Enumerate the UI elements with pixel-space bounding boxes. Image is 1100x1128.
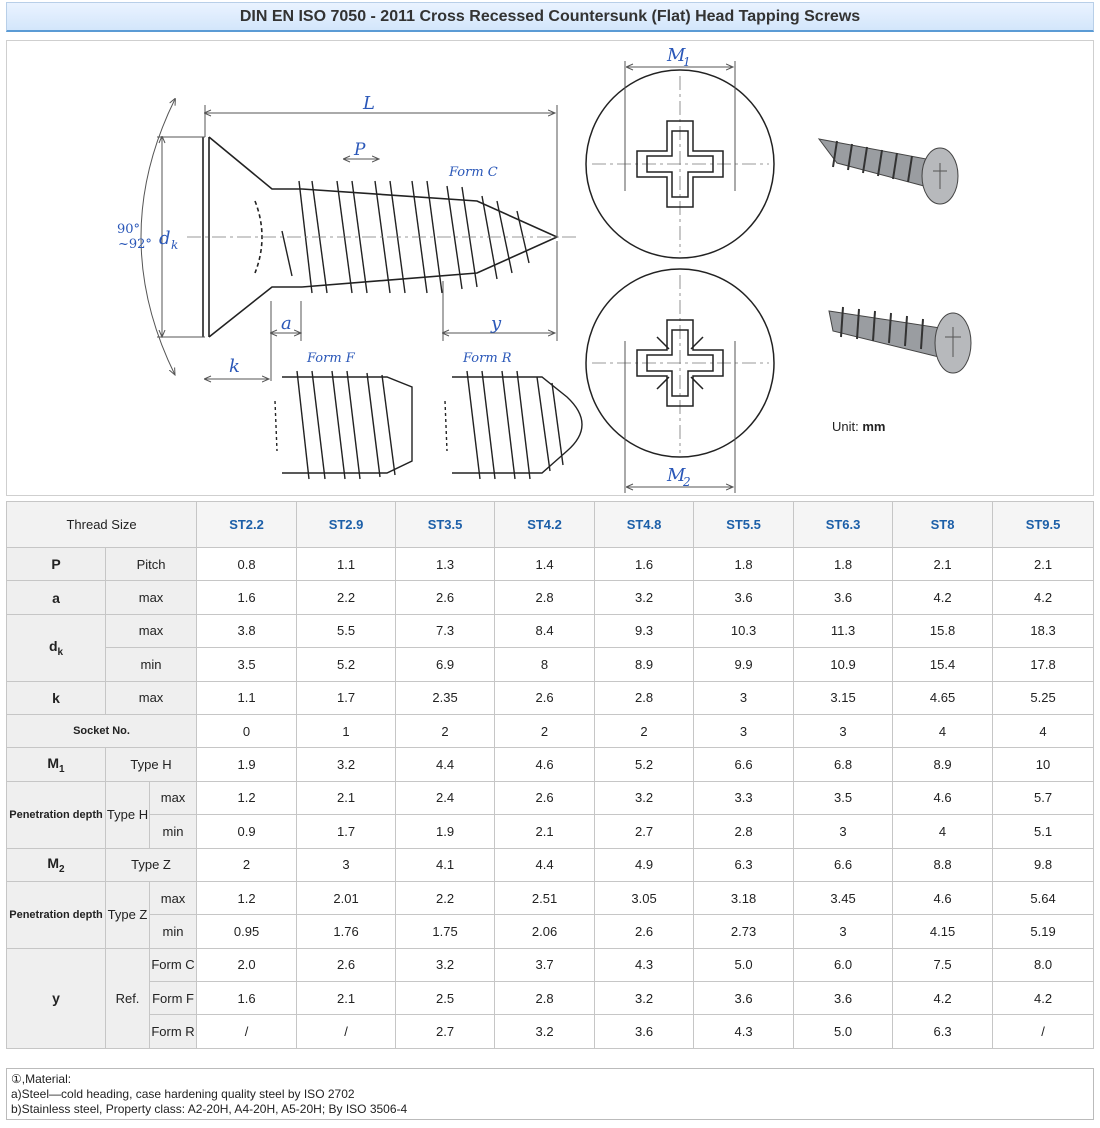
table-row bbox=[7, 581, 1094, 614]
table-cell: 3.2 bbox=[297, 748, 396, 781]
label-angle-1: 90° bbox=[117, 222, 141, 237]
table-cell: 1.75 bbox=[396, 915, 495, 948]
table-cell: 4.2 bbox=[893, 982, 993, 1015]
table-cell: 2.5 bbox=[396, 982, 495, 1015]
label-form-c: Form C bbox=[449, 165, 498, 180]
table-cell: 3 bbox=[794, 915, 893, 948]
table-cell: 7.3 bbox=[396, 614, 495, 647]
table-cell: 2.35 bbox=[396, 681, 495, 714]
row-label: Type Z bbox=[106, 848, 197, 881]
size-header: ST3.5 bbox=[396, 502, 495, 548]
label-p: P bbox=[354, 140, 366, 160]
table-row bbox=[7, 948, 1094, 981]
table-cell: 2.2 bbox=[396, 881, 495, 914]
table-cell: 4.6 bbox=[893, 781, 993, 814]
table-cell: 5.0 bbox=[794, 1015, 893, 1048]
row-symbol: P bbox=[7, 548, 106, 581]
table-cell: 6.3 bbox=[893, 1015, 993, 1048]
table-cell: 1.7 bbox=[297, 815, 396, 848]
table-cell: 1 bbox=[297, 714, 396, 747]
row-symbol: $M_1$ bbox=[7, 748, 106, 781]
table-cell: / bbox=[993, 1015, 1094, 1048]
size-header: ST4.8 bbox=[595, 502, 694, 548]
table-cell: 0.95 bbox=[197, 915, 297, 948]
table-cell: 2.1 bbox=[297, 982, 396, 1015]
table-cell: 1.7 bbox=[297, 681, 396, 714]
table-cell: 1.8 bbox=[794, 548, 893, 581]
size-header: ST5.5 bbox=[694, 502, 794, 548]
table-cell: 17.8 bbox=[993, 648, 1094, 681]
size-header: ST2.2 bbox=[197, 502, 297, 548]
row-label: Form F bbox=[150, 982, 197, 1015]
specification-table bbox=[6, 501, 1094, 1049]
table-row bbox=[7, 915, 1094, 948]
table-cell: 3.45 bbox=[794, 881, 893, 914]
table-cell: 3.5 bbox=[794, 781, 893, 814]
screw-photo-bottom bbox=[829, 307, 971, 373]
row-label: min bbox=[150, 815, 197, 848]
table-cell: 3.6 bbox=[794, 581, 893, 614]
table-cell: 5.2 bbox=[297, 648, 396, 681]
table-cell: 6.0 bbox=[794, 948, 893, 981]
table-row bbox=[7, 714, 1094, 747]
size-header: ST4.2 bbox=[495, 502, 595, 548]
table-cell: 8.8 bbox=[893, 848, 993, 881]
table-cell: 3.6 bbox=[694, 982, 794, 1015]
table-cell: 2.4 bbox=[396, 781, 495, 814]
table-cell: 5.0 bbox=[694, 948, 794, 981]
table-cell: 3.6 bbox=[595, 1015, 694, 1048]
table-cell: 5.19 bbox=[993, 915, 1094, 948]
row-label: Form R bbox=[150, 1015, 197, 1048]
label-dk-sub: k bbox=[171, 238, 179, 252]
table-cell: 3.5 bbox=[197, 648, 297, 681]
table-cell: 1.8 bbox=[694, 548, 794, 581]
row-type-label: Type Z bbox=[106, 881, 150, 948]
screw-drawing bbox=[7, 41, 1093, 495]
page-title: DIN EN ISO 7050 - 2011 Cross Recessed Countersunk (Flat) Head Tapping Screws bbox=[6, 2, 1094, 32]
table-cell: 3.2 bbox=[595, 982, 694, 1015]
table-cell: 5.25 bbox=[993, 681, 1094, 714]
table-cell: 4.15 bbox=[893, 915, 993, 948]
table-cell: 6.6 bbox=[794, 848, 893, 881]
table-cell: 10 bbox=[993, 748, 1094, 781]
table-cell: 3.2 bbox=[396, 948, 495, 981]
table-cell: 1.1 bbox=[197, 681, 297, 714]
table-cell: 2 bbox=[197, 848, 297, 881]
table-cell: 2.0 bbox=[197, 948, 297, 981]
table-cell: 5.64 bbox=[993, 881, 1094, 914]
note-line: b)Stainless steel, Property class: A2-20H, A4-20H, A5-20H; By ISO 3506-4 bbox=[11, 1102, 408, 1116]
label-k: k bbox=[229, 356, 240, 377]
note-line: a)Steel—cold heading, case hardening quality steel by ISO 2702 bbox=[11, 1087, 355, 1101]
table-row bbox=[7, 881, 1094, 914]
table-row bbox=[7, 548, 1094, 581]
table-cell: 0 bbox=[197, 714, 297, 747]
table-cell: 6.8 bbox=[794, 748, 893, 781]
table-row bbox=[7, 848, 1094, 881]
table-cell: 3.15 bbox=[794, 681, 893, 714]
thread-size-header: Thread Size bbox=[7, 502, 197, 548]
table-cell: 2.51 bbox=[495, 881, 595, 914]
table-cell: 2.7 bbox=[396, 1015, 495, 1048]
head-view-type-h bbox=[586, 70, 774, 258]
row-symbol: $M_2$ bbox=[7, 848, 106, 881]
table-cell: 3.18 bbox=[694, 881, 794, 914]
table-cell: 2.1 bbox=[993, 548, 1094, 581]
table-cell: 2 bbox=[396, 714, 495, 747]
table-cell: 2.1 bbox=[893, 548, 993, 581]
table-row bbox=[7, 614, 1094, 647]
table-cell: 9.8 bbox=[993, 848, 1094, 881]
size-header: ST2.9 bbox=[297, 502, 396, 548]
table-cell: 4.65 bbox=[893, 681, 993, 714]
table-cell: 8.4 bbox=[495, 614, 595, 647]
table-cell: 3.8 bbox=[197, 614, 297, 647]
table-cell: 4 bbox=[993, 714, 1094, 747]
table-row bbox=[7, 815, 1094, 848]
table-cell: 4.6 bbox=[495, 748, 595, 781]
label-m2: M bbox=[667, 465, 686, 486]
table-cell: 6.9 bbox=[396, 648, 495, 681]
label-y: y bbox=[491, 313, 502, 334]
table-cell: 4.9 bbox=[595, 848, 694, 881]
unit-label: Unit: mm bbox=[832, 419, 886, 434]
table-cell: 1.9 bbox=[396, 815, 495, 848]
table-cell: 2.7 bbox=[595, 815, 694, 848]
table-cell: 8.9 bbox=[893, 748, 993, 781]
table-cell: 1.6 bbox=[197, 982, 297, 1015]
table-cell: 4.3 bbox=[694, 1015, 794, 1048]
table-cell: 2.8 bbox=[595, 681, 694, 714]
note-line: ①,Material: bbox=[11, 1072, 72, 1086]
table-cell: 5.7 bbox=[993, 781, 1094, 814]
table-cell: 3.6 bbox=[794, 982, 893, 1015]
table-cell: 3.7 bbox=[495, 948, 595, 981]
row-ref-label: Ref. bbox=[106, 948, 150, 1048]
table-row bbox=[7, 648, 1094, 681]
table-cell: 0.9 bbox=[197, 815, 297, 848]
row-group-label: Penetration depth bbox=[7, 781, 106, 848]
row-label: max bbox=[106, 581, 197, 614]
table-cell: 4.6 bbox=[893, 881, 993, 914]
table-cell: 6.3 bbox=[694, 848, 794, 881]
table-cell: 1.4 bbox=[495, 548, 595, 581]
row-symbol: y bbox=[7, 948, 106, 1048]
table-cell: 2.06 bbox=[495, 915, 595, 948]
material-notes bbox=[6, 1068, 1094, 1120]
table-cell: 4.2 bbox=[993, 982, 1094, 1015]
size-header: ST9.5 bbox=[993, 502, 1094, 548]
table-row bbox=[7, 1015, 1094, 1048]
label-form-f: Form F bbox=[307, 351, 355, 366]
table-cell: 2.8 bbox=[495, 581, 595, 614]
table-cell: 15.8 bbox=[893, 614, 993, 647]
table-cell: 4.3 bbox=[595, 948, 694, 981]
table-cell: 1.2 bbox=[197, 881, 297, 914]
row-label: Form C bbox=[150, 948, 197, 981]
table-cell: 4.2 bbox=[993, 581, 1094, 614]
table-cell: 4.2 bbox=[893, 581, 993, 614]
table-cell: 1.6 bbox=[197, 581, 297, 614]
table-cell: 3 bbox=[297, 848, 396, 881]
table-cell: 15.4 bbox=[893, 648, 993, 681]
table-cell: 1.3 bbox=[396, 548, 495, 581]
label-m1: M bbox=[667, 45, 686, 66]
table-cell: 1.9 bbox=[197, 748, 297, 781]
technical-drawing-panel bbox=[6, 40, 1094, 496]
table-cell: 1.1 bbox=[297, 548, 396, 581]
table-cell: 18.3 bbox=[993, 614, 1094, 647]
table-cell: 1.2 bbox=[197, 781, 297, 814]
table-cell: / bbox=[297, 1015, 396, 1048]
size-header: ST8 bbox=[893, 502, 993, 548]
table-row bbox=[7, 781, 1094, 814]
form-f-tip bbox=[275, 371, 412, 479]
table-cell: 2.6 bbox=[495, 781, 595, 814]
table-cell: 2.01 bbox=[297, 881, 396, 914]
head-view-type-z bbox=[586, 269, 774, 457]
form-r-tip bbox=[445, 371, 582, 479]
table-cell: 0.8 bbox=[197, 548, 297, 581]
table-cell: 4.4 bbox=[396, 748, 495, 781]
table-cell: 1.76 bbox=[297, 915, 396, 948]
table-cell: / bbox=[197, 1015, 297, 1048]
row-label: min bbox=[150, 915, 197, 948]
row-symbol: $d_k$ bbox=[7, 614, 106, 681]
table-cell: 2.73 bbox=[694, 915, 794, 948]
row-label: Socket No. bbox=[7, 714, 197, 747]
table-header-row bbox=[7, 502, 1094, 548]
table-cell: 3 bbox=[694, 681, 794, 714]
table-row bbox=[7, 748, 1094, 781]
row-symbol: a bbox=[7, 581, 106, 614]
table-cell: 2 bbox=[495, 714, 595, 747]
table-cell: 3 bbox=[794, 714, 893, 747]
label-l: L bbox=[363, 93, 375, 114]
row-label: max bbox=[150, 881, 197, 914]
table-row bbox=[7, 982, 1094, 1015]
table-cell: 2.6 bbox=[595, 915, 694, 948]
table-cell: 3.05 bbox=[595, 881, 694, 914]
label-m1-sub: 1 bbox=[683, 55, 691, 69]
table-cell: 2.6 bbox=[297, 948, 396, 981]
table-cell: 2 bbox=[595, 714, 694, 747]
table-cell: 3 bbox=[694, 714, 794, 747]
row-type-label: Type H bbox=[106, 781, 150, 848]
table-cell: 4 bbox=[893, 815, 993, 848]
row-group-label: Penetration depth bbox=[7, 881, 106, 948]
table-cell: 3.2 bbox=[595, 581, 694, 614]
label-form-r: Form R bbox=[463, 351, 512, 366]
table-cell: 5.1 bbox=[993, 815, 1094, 848]
table-cell: 4 bbox=[893, 714, 993, 747]
table-cell: 7.5 bbox=[893, 948, 993, 981]
row-label: Pitch bbox=[106, 548, 197, 581]
row-label: min bbox=[106, 648, 197, 681]
table-cell: 6.6 bbox=[694, 748, 794, 781]
row-symbol: k bbox=[7, 681, 106, 714]
table-cell: 10.9 bbox=[794, 648, 893, 681]
label-dk: d bbox=[159, 228, 171, 249]
table-cell: 5.2 bbox=[595, 748, 694, 781]
table-cell: 2.8 bbox=[694, 815, 794, 848]
table-cell: 2.2 bbox=[297, 581, 396, 614]
table-cell: 11.3 bbox=[794, 614, 893, 647]
table-cell: 10.3 bbox=[694, 614, 794, 647]
size-header: ST6.3 bbox=[794, 502, 893, 548]
label-m2-sub: 2 bbox=[683, 475, 691, 489]
row-label: max bbox=[106, 614, 197, 647]
table-cell: 2.1 bbox=[297, 781, 396, 814]
table-cell: 2.6 bbox=[495, 681, 595, 714]
screw-side-view bbox=[187, 137, 577, 337]
table-cell: 4.4 bbox=[495, 848, 595, 881]
table-cell: 9.9 bbox=[694, 648, 794, 681]
table-cell: 3.2 bbox=[495, 1015, 595, 1048]
screw-photo-top bbox=[819, 139, 958, 204]
table-cell: 3.3 bbox=[694, 781, 794, 814]
table-cell: 2.8 bbox=[495, 982, 595, 1015]
table-cell: 4.1 bbox=[396, 848, 495, 881]
table-cell: 8.0 bbox=[993, 948, 1094, 981]
table-row bbox=[7, 681, 1094, 714]
table-cell: 5.5 bbox=[297, 614, 396, 647]
label-a: a bbox=[281, 313, 292, 334]
row-label: max bbox=[106, 681, 197, 714]
label-angle-2: ~92° bbox=[118, 237, 152, 252]
table-cell: 3 bbox=[794, 815, 893, 848]
table-cell: 1.6 bbox=[595, 548, 694, 581]
row-label: max bbox=[150, 781, 197, 814]
table-cell: 8.9 bbox=[595, 648, 694, 681]
table-cell: 9.3 bbox=[595, 614, 694, 647]
table-cell: 8 bbox=[495, 648, 595, 681]
table-cell: 2.6 bbox=[396, 581, 495, 614]
row-label: Type H bbox=[106, 748, 197, 781]
table-cell: 3.2 bbox=[595, 781, 694, 814]
table-cell: 2.1 bbox=[495, 815, 595, 848]
table-cell: 3.6 bbox=[694, 581, 794, 614]
